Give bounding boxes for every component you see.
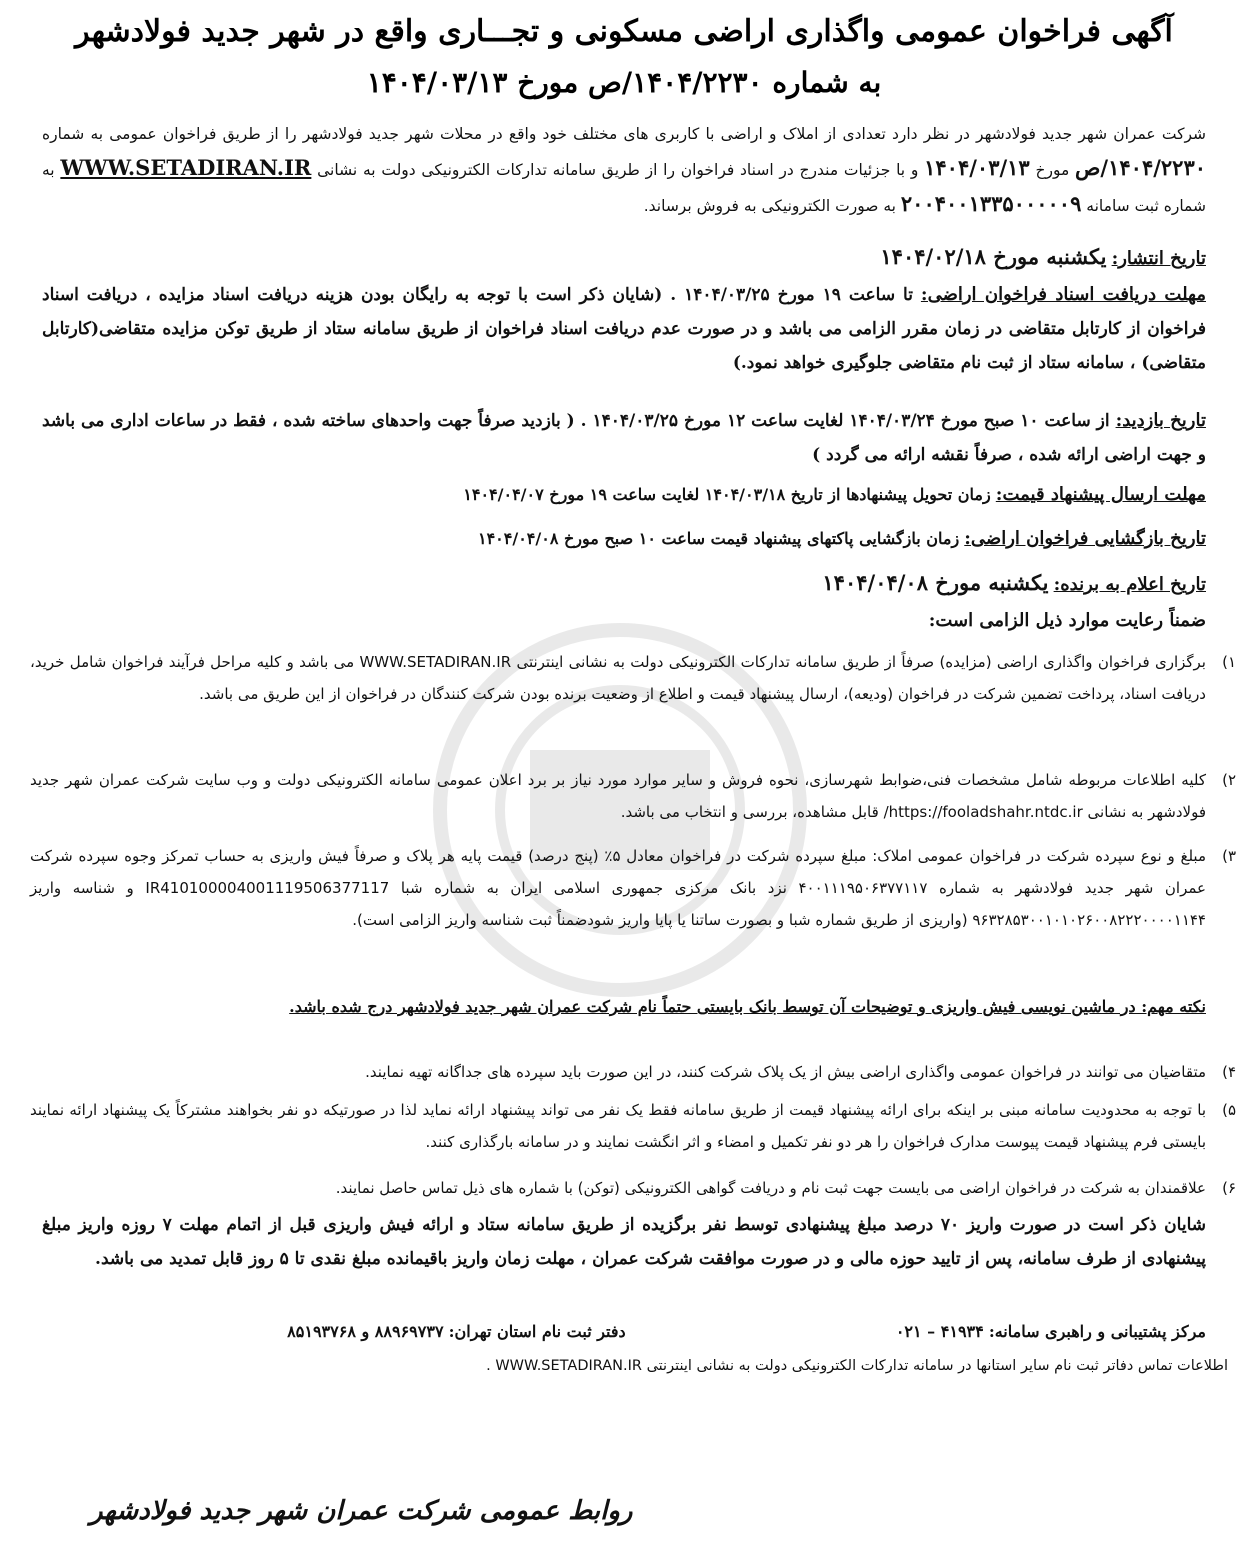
announcement-title: آگهی فراخوان عمومی واگذاری اراضی مسکونی و تجـــاری واقع در شهر جدید فولادشهر bbox=[75, 14, 1173, 49]
item-text: کلیه اطلاعات مربوطه شامل مشخصات فنی،ضوابط شهرسازی، نحوه فروش و سایر موارد مورد نیاز بر برد اعلان عمومی سامانه الکترونیکی دولت و وب سایت شرکت عمران شهر جدید فولادشهر به نشانی https://fooladshahr.ntdc.ir/ قابل مشاهده، بررسی و انتخاب می باشد. bbox=[30, 771, 1206, 821]
intro-text: به صورت الکترونیکی به فروش برساند. bbox=[643, 197, 896, 215]
list-item bbox=[30, 1094, 1236, 1158]
winner-label: تاریخ اعلام به برنده: bbox=[1053, 574, 1206, 595]
visit-text-2: در ساعات اداری می باشد و جهت اراضی ارائه شده ، صرفاً نقشه ارائه می گردد ) bbox=[42, 411, 1206, 465]
setadiran-link[interactable]: WWW.SETADIRAN.IR bbox=[60, 155, 312, 180]
visit-paragraph bbox=[42, 404, 1206, 472]
offer-label: مهلت ارسال پیشنهاد قیمت: bbox=[995, 484, 1206, 505]
item-number: ۶) bbox=[1222, 1179, 1236, 1197]
final-note: شایان ذکر است در صورت واریز ۷۰ درصد مبلغ پیشنهادی توسط نفر برگزیده از طریق سامانه ستاد و ارائه فیش واریزی قبل از اتمام مهلت ۷ روزه واریز مبلغ پیشنهادی از طرف سامانه، پس از تایید حوزه مالی و در صورت موافقت شرکت عمران ، مهلت زمان واریز باقیمانده مبلغ نقدی تا ۵ روز قابل تمدید می باشد. bbox=[42, 1215, 1206, 1269]
list-item bbox=[30, 840, 1236, 936]
support-row bbox=[42, 1322, 1206, 1341]
registration-number: ۲۰۰۴۰۰۱۳۳۵۰۰۰۰۰۹ bbox=[900, 191, 1082, 216]
deadline-text: تا ساعت ۱۹ مورخ ۱۴۰۴/۰۳/۲۵ . (شایان ذکر است با توجه به رایگان بودن هزینه دریافت اسناد مزایده ، دریافت اسناد فراخوان از کارتابل متقاضی در زمان مقرر الزامی می باشد و در صورت عدم دریافت اسناد فراخوان از طریق سامانه ستاد از طریق توکن مزایده متقاضی(کارتابل متقاضی) ، سامانه ستاد از ثبت نام متقاضی جلوگیری خواهد نمود.) bbox=[42, 285, 1206, 373]
list-item bbox=[30, 646, 1236, 710]
requirements-heading bbox=[42, 610, 1206, 631]
item-text: با توجه به محدودیت سامانه مبنی بر اینکه برای ارائه پیشنهاد قیمت از طریق سامانه فقط یک نفر می تواند پیشنهاد ارائه نماید لذا در صورتیکه دو نفر بخواهند مشترکاً یک پیشنهاد ارائه نمایند بایستی فرم پیشنهاد قیمت پیوست مدارک فراخوان را هر دو نفر تکمیل و امضاء و اثر انگشت نمایند و در سامانه بارگذاری کنند. bbox=[30, 1101, 1206, 1151]
important-note: نکته مهم: در ماشین نویسی فیش واریزی و توضیحات آن توسط بانک بایستی حتماً نام شرکت عمران شهر جدید فولادشهر درج شده باشد. bbox=[289, 997, 1206, 1016]
requirements-heading-text: ضمناً رعایت موارد ذیل الزامی است: bbox=[928, 610, 1206, 631]
announcement-number: به شماره ۱۴۰۴/۲۲۳۰/ص مورخ ۱۴۰۴/۰۳/۱۳ bbox=[366, 66, 882, 99]
call-number: ۱۴۰۴/۲۲۳۰/ص bbox=[1075, 155, 1207, 180]
tehran-label: دفتر ثبت نام استان تهران: bbox=[448, 1322, 626, 1341]
intro-text: شرکت عمران شهر جدید فولادشهر در نظر دارد تعدادی از املاک و اراضی با کاربری های مختلف خود واقع در محلات شهر جدید فولادشهر را از طریق فراخوان عمومی به شماره bbox=[42, 125, 1206, 143]
signature: روابط عمومی شرکت عمران شهر جدید فولادشهر bbox=[90, 1496, 633, 1526]
opening-label: تاریخ بازگشایی فراخوان اراضی: bbox=[964, 528, 1206, 549]
item-number: ۴) bbox=[1222, 1063, 1236, 1081]
list-item bbox=[30, 1172, 1236, 1204]
item-number: ۲) bbox=[1222, 771, 1236, 789]
tehran-value: ۸۸۹۶۹۷۳۷ و ۸۵۱۹۳۷۶۸ bbox=[287, 1322, 444, 1341]
intro-text: و با جزئیات مندرج در اسناد فراخوان را از طریق سامانه تدارکات الکترونیکی دولت به نشانی bbox=[317, 161, 919, 179]
deadline-label: مهلت دریافت اسناد فراخوان اراضی: bbox=[920, 284, 1206, 305]
item-text: علاقمندان به شرکت در فراخوان اراضی می بایست جهت ثبت نام و دریافت گواهی الکترونیکی (توکن) با شماره های ذیل تماس حاصل نمایند. bbox=[335, 1179, 1206, 1197]
support-value: ۴۱۹۳۴ – ۰۲۱ bbox=[895, 1322, 984, 1341]
deadline-paragraph bbox=[42, 278, 1206, 380]
item-text: برگزاری فراخوان واگذاری اراضی (مزایده) صرفاً از طریق سامانه تدارکات الکترونیکی دولت به نشانی اینترنتی WWW.SETADIRAN.IR می باشد و کلیه مراحل فرآیند فراخوان شامل خرید، دریافت اسناد، پرداخت تضمین شرکت در فراخوان (ودیعه)، ارسال پیشنهاد قیمت و اطلاع از وضعیت برنده بودن شرکت کنندگان در فراخوان از این طریق می باشد. bbox=[30, 653, 1206, 703]
item-number: ۱) bbox=[1222, 653, 1236, 671]
opening-row bbox=[42, 528, 1206, 549]
offer-row bbox=[42, 484, 1206, 505]
intro-paragraph bbox=[42, 118, 1206, 223]
visit-label: تاریخ بازدید: bbox=[1115, 410, 1206, 431]
winner-text: یکشنبه مورخ ۱۴۰۴/۰۴/۰۸ bbox=[822, 570, 1049, 595]
publish-value: یکشنبه مورخ ۱۴۰۴/۰۲/۱۸ bbox=[880, 244, 1107, 269]
opening-text: زمان بازگشایی پاکتهای پیشنهاد قیمت ساعت ۱۰ صبح مورخ ۱۴۰۴/۰۴/۰۸ bbox=[477, 529, 960, 548]
publish-row bbox=[42, 244, 1206, 269]
item-number: ۳) bbox=[1222, 847, 1236, 865]
intro-text: مورخ bbox=[1035, 161, 1070, 179]
call-date: ۱۴۰۴/۰۳/۱۳ bbox=[924, 155, 1030, 180]
intro-text: به bbox=[42, 161, 55, 179]
publish-label: تاریخ انتشار: bbox=[1111, 248, 1206, 269]
winner-row bbox=[42, 570, 1206, 595]
item-number: ۵) bbox=[1222, 1101, 1236, 1119]
offer-text: زمان تحویل پیشنهادها از تاریخ ۱۴۰۴/۰۳/۱۸ لغایت ساعت ۱۹ مورخ ۱۴۰۴/۰۴/۰۷ bbox=[463, 485, 991, 504]
intro-text: شماره ثبت سامانه bbox=[1086, 197, 1206, 215]
item-text: مبلغ و نوع سپرده شرکت در فراخوان عمومی املاک: مبلغ سپرده شرکت در فراخوان معادل ۵٪ (پنج درصد) قیمت پایه هر پلاک و صرفاً فیش واریزی به حساب تمرکز وجوه سپرده شرکت عمران شهر جدید فولادشهر به شماره ۴۰۰۱۱۱۹۵۰۶۳۷۷۱۱۷ نزد بانک مرکزی جمهوری اسلامی ایران به شماره شبا IR410100004001119506377117 و شناسه واریز ۹۶۳۲۸۵۳۰۰۱۰۱۰۲۶۰۰۸۲۲۲۰۰۰۰۱۱۴۴ (واریزی از طریق شماره شبا و بصورت ساتنا یا پایا واریز شودضمناً ثبت شناسه واریز الزامی است). bbox=[30, 847, 1206, 929]
support-label: مرکز پشتیبانی و راهبری سامانه: bbox=[988, 1322, 1206, 1341]
contact-line: اطلاعات تماس دفاتر ثبت نام سایر استانها در سامانه تدارکات الکترونیکی دولت به نشانی اینترنتی WWW.SETADIRAN.IR . bbox=[486, 1358, 1228, 1374]
list-item bbox=[30, 1056, 1236, 1088]
list-item bbox=[30, 764, 1236, 828]
visit-text: از ساعت ۱۰ صبح مورخ ۱۴۰۴/۰۳/۲۴ لغایت ساعت ۱۲ مورخ ۱۴۰۴/۰۳/۲۵ . ( بازدید صرفاً جهت واحدهای ساخته شده ، فقط bbox=[233, 411, 1110, 431]
item-text: متقاضیان می توانند در فراخوان عمومی واگذاری اراضی بیش از یک پلاک شرکت کنند، در این صورت باید سپرده های جداگانه تهیه نمایند. bbox=[365, 1063, 1206, 1081]
